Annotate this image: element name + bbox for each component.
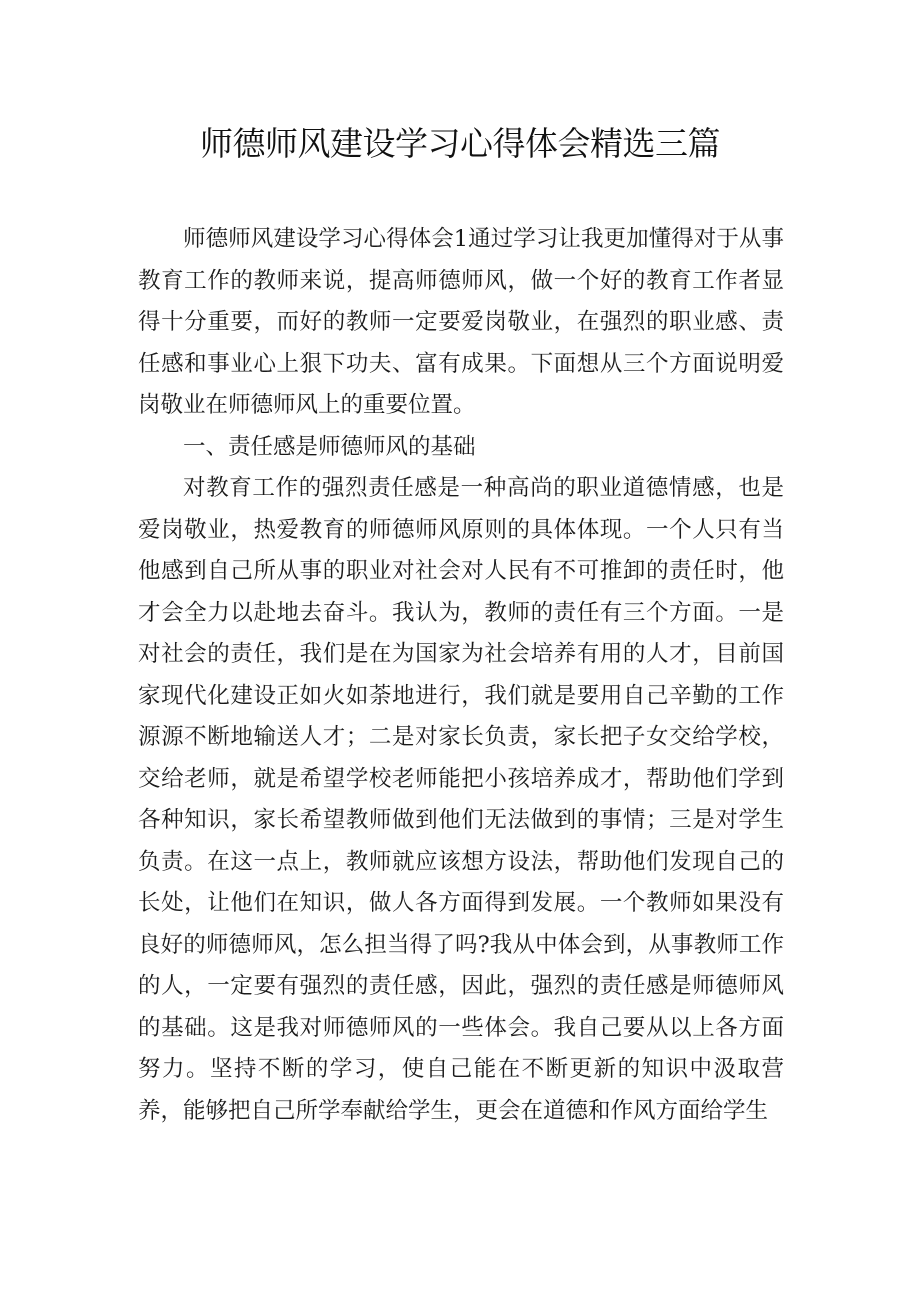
document-body bbox=[138, 219, 784, 1132]
document-title: 师德师风建设学习心得体会精选三篇 bbox=[200, 124, 720, 163]
paragraph-intro: 师德师风建设学习心得体会1通过学习让我更加懂得对于从事教育工作的教师来说，提高师德师风，做一个好的教育工作者显得十分重要，而好的教师一定要爱岗敬业，在强烈的职业感、责任感和事业心上狠下功夫、富有成果。下面想从三个方面说明爱岗敬业在师德师风上的重要位置。 bbox=[138, 226, 784, 418]
section-heading-1: 一、责任感是师德师风的基础 bbox=[183, 433, 476, 460]
paragraph-responsibility: 对教育工作的强烈责任感是一种高尚的职业道德情感，也是爱岗敬业，热爱教育的师德师风原则的具体体现。一个人只有当他感到自己所从事的职业对社会对人民有不可推卸的责任时，他才会全力以赴地去奋斗。我认为，教师的责任有三个方面。一是对社会的责任，我们是在为国家为社会培养有用的人才，目前国家现代化建设正如火如荼地进行，我们就是要用自己辛勤的工作源源不断地输送人才；二是对家长负责，家长把子女交给学校，交给老师，就是希望学校老师能把小孩培养成才，帮助他们学到各种知识，家长希望教师做到他们无法做到的事情；三是对学生负责。在这一点上，教师就应该想方设法，帮助他们发现自己的长处，让他们在知识，做人各方面得到发展。一个教师如果没有良好的师德师风，怎么担当得了吗?我从中体会到，从事教师工作的人，一定要有强烈的责任感，因此，强烈的责任感是师德师风的基础。这是我对师德师风的一些体会。我自己要从以上各方面努力。坚持不断的学习，使自己能在不断更新的知识中汲取营养，能够把自己所学奉献给学生，更会在道德和作风方面给学生 bbox=[138, 475, 784, 1124]
